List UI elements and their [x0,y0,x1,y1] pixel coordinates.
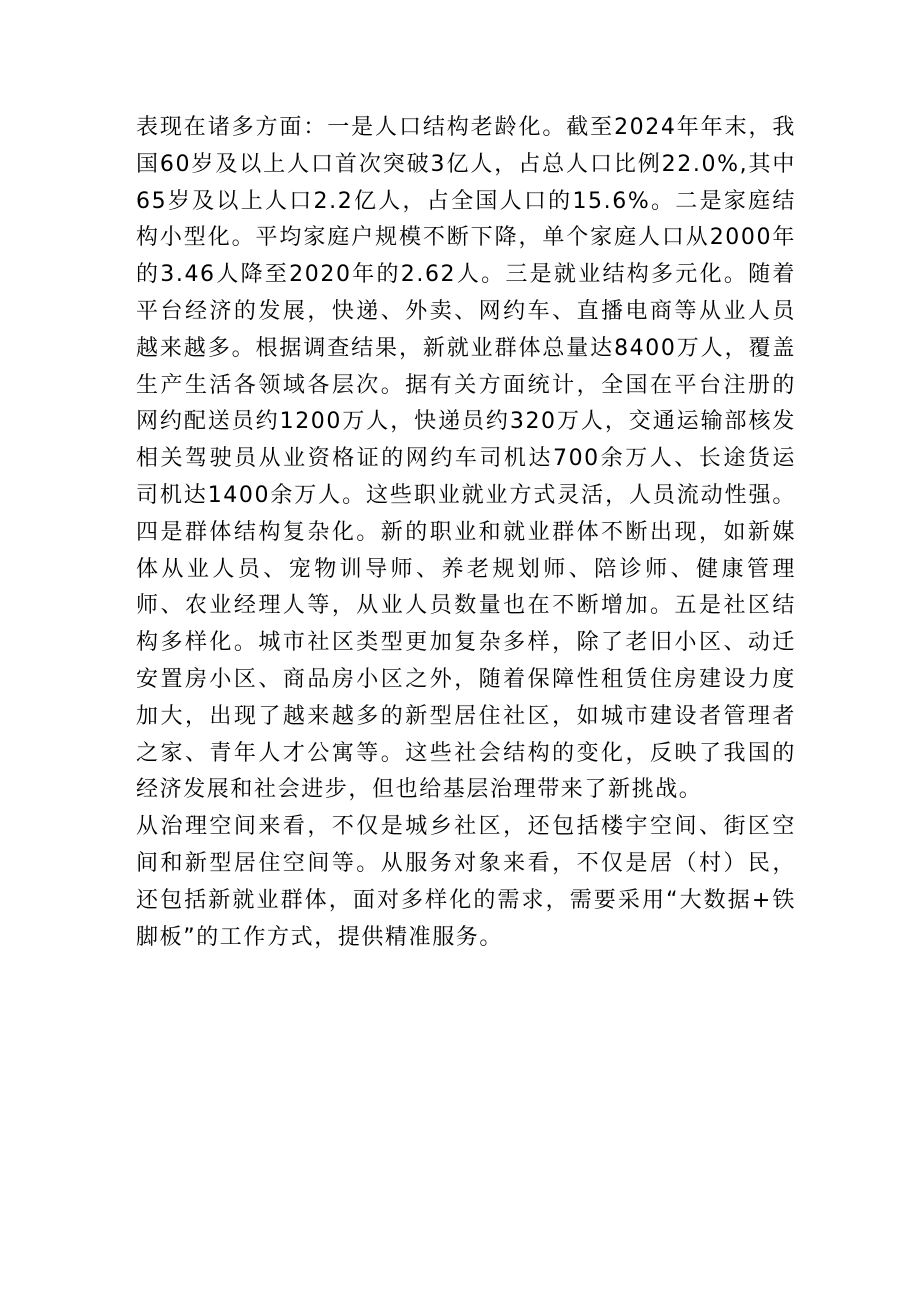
paragraph-social-structure-changes: 表现在诸多方面：一是人口结构老龄化。截至2024年年末，我国60岁及以上人口首次突破3亿人，占总人口比例22.0%,其中65岁及以上人口2.2亿人，占全国人口的15.6%。二是家庭结构小型化。平均家庭户规模不断下降，单个家庭人口从2000年的3.46人降至2020年的2.62人。三是就业结构多元化。随着平台经济的发展，快递、外卖、网约车、直播电商等从业人员越来越多。根据调查结果，新就业群体总量达8400万人，覆盖生产生活各领域各层次。据有关方面统计，全国在平台注册的网约配送员约1200万人，快递员约320万人，交通运输部核发相关驾驶员从业资格证的网约车司机达700余万人、长途货运司机达1400余万人。这些职业就业方式灵活，人员流动性强。四是群体结构复杂化。新的职业和就业群体不断出现，如新媒体从业人员、宠物训导师、养老规划师、陪诊师、健康管理师、农业经理人等，从业人员数量也在不断增加。五是社区结构多样化。城市社区类型更加复杂多样，除了老旧小区、动迁安置房小区、商品房小区之外，随着保障性租赁住房建设力度加大，出现了越来越多的新型居住社区，如城市建设者管理者之家、青年人才公寓等。这些社会结构的变化，反映了我国的经济发展和社会进步，但也给基层治理带来了新挑战。 [136,115,796,803]
paragraph-governance-space: 从治理空间来看，不仅是城乡社区，还包括楼宇空间、街区空间和新型居住空间等。从服务对象来看，不仅是居（村）民，还包括新就业群体，面对多样化的需求，需要采用“大数据+铁脚板”的工作方式，提供精准服务。 [136,814,796,950]
document-body [136,110,796,956]
